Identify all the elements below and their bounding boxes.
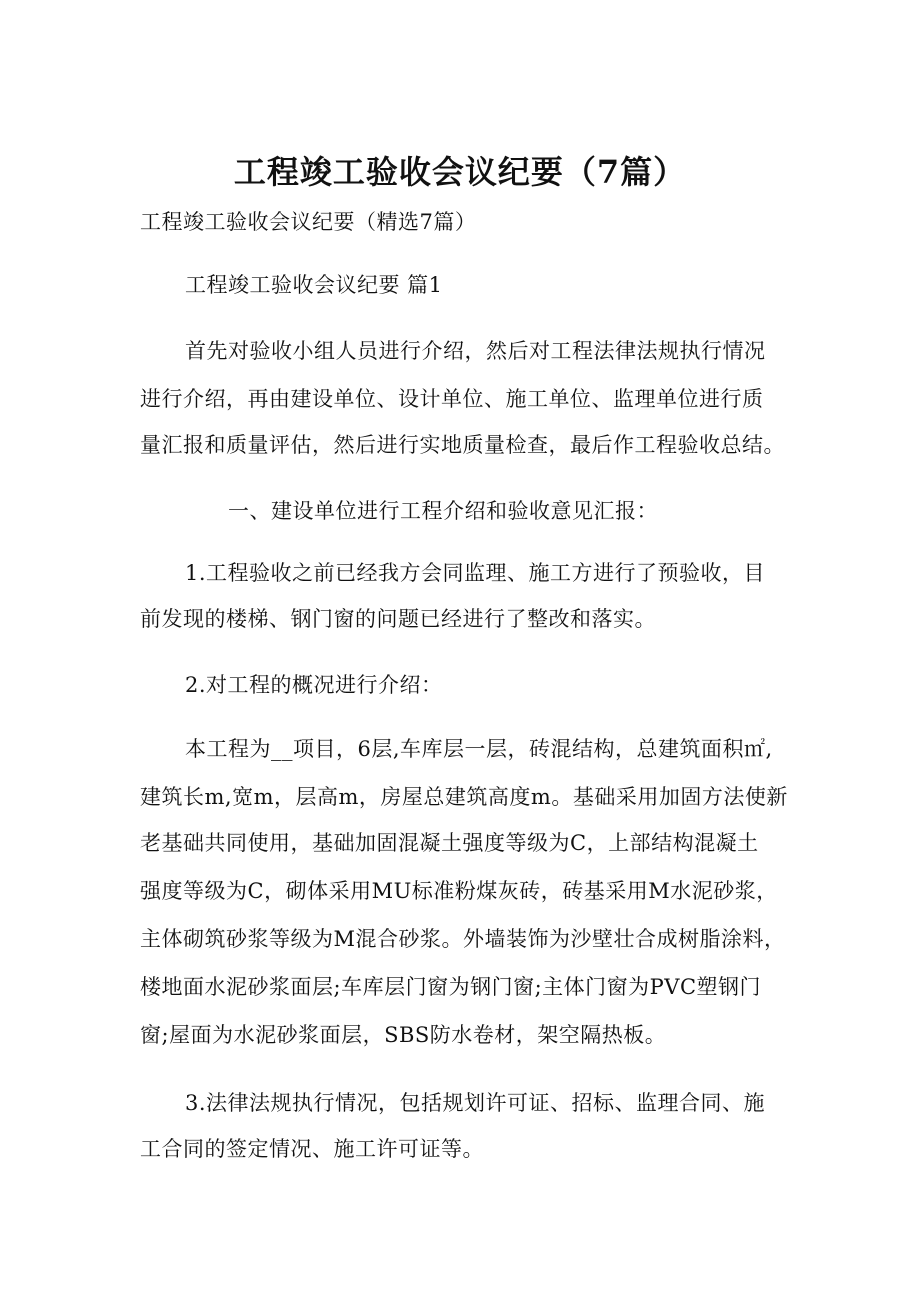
paragraph-line: 强度等级为C，砌体采用MU标准粉煤灰砖，砖基采用M水泥砂浆， <box>140 879 778 903</box>
document-title: 工程竣工验收会议纪要（7篇） <box>233 153 687 191</box>
section-heading: 工程竣工验收会议纪要 篇1 <box>185 273 443 297</box>
paragraph-line: 建筑长m,宽m，层高m，房屋总建筑高度m。基础采用加固方法使新 <box>140 785 788 809</box>
item-heading: 2.对工程的概况进行介绍： <box>185 673 443 697</box>
paragraph-line: 1.工程验收之前已经我方会同监理、施工方进行了预验收，目 <box>185 561 766 585</box>
paragraph-line: 窗;屋面为水泥砂浆面层，SBS防水卷材，架空隔热板。 <box>140 1023 667 1047</box>
paragraph-line: 本工程为__项目，6层,车库层一层，砖混结构，总建筑面积㎡, <box>185 737 773 761</box>
paragraph-line: 首先对验收小组人员进行介绍，然后对工程法律法规执行情况 <box>185 339 766 363</box>
paragraph-line: 老基础共同使用，基础加固混凝土强度等级为C，上部结构混凝土 <box>140 831 759 855</box>
part-heading: 一、建设单位进行工程介绍和验收意见汇报： <box>228 499 658 523</box>
paragraph-line: 主体砌筑砂浆等级为M混合砂浆。外墙装饰为沙壁壮合成树脂涂料， <box>140 927 786 951</box>
document-subtitle: 工程竣工验收会议纪要（精选7篇） <box>140 210 477 234</box>
paragraph-line: 进行介绍，再由建设单位、设计单位、施工单位、监理单位进行质 <box>140 387 764 411</box>
paragraph-line: 前发现的楼梯、钢门窗的问题已经进行了整改和落实。 <box>140 607 656 631</box>
paragraph-line: 量汇报和质量评估，然后进行实地质量检查，最后作工程验收总结。 <box>140 433 785 457</box>
paragraph-line: 工合同的签定情况、施工许可证等。 <box>140 1137 484 1161</box>
paragraph-line: 3.法律法规执行情况，包括规划许可证、招标、监理合同、施 <box>185 1091 766 1115</box>
paragraph-line: 楼地面水泥砂浆面层;车库层门窗为钢门窗;主体门窗为PVC塑钢门 <box>140 975 762 999</box>
